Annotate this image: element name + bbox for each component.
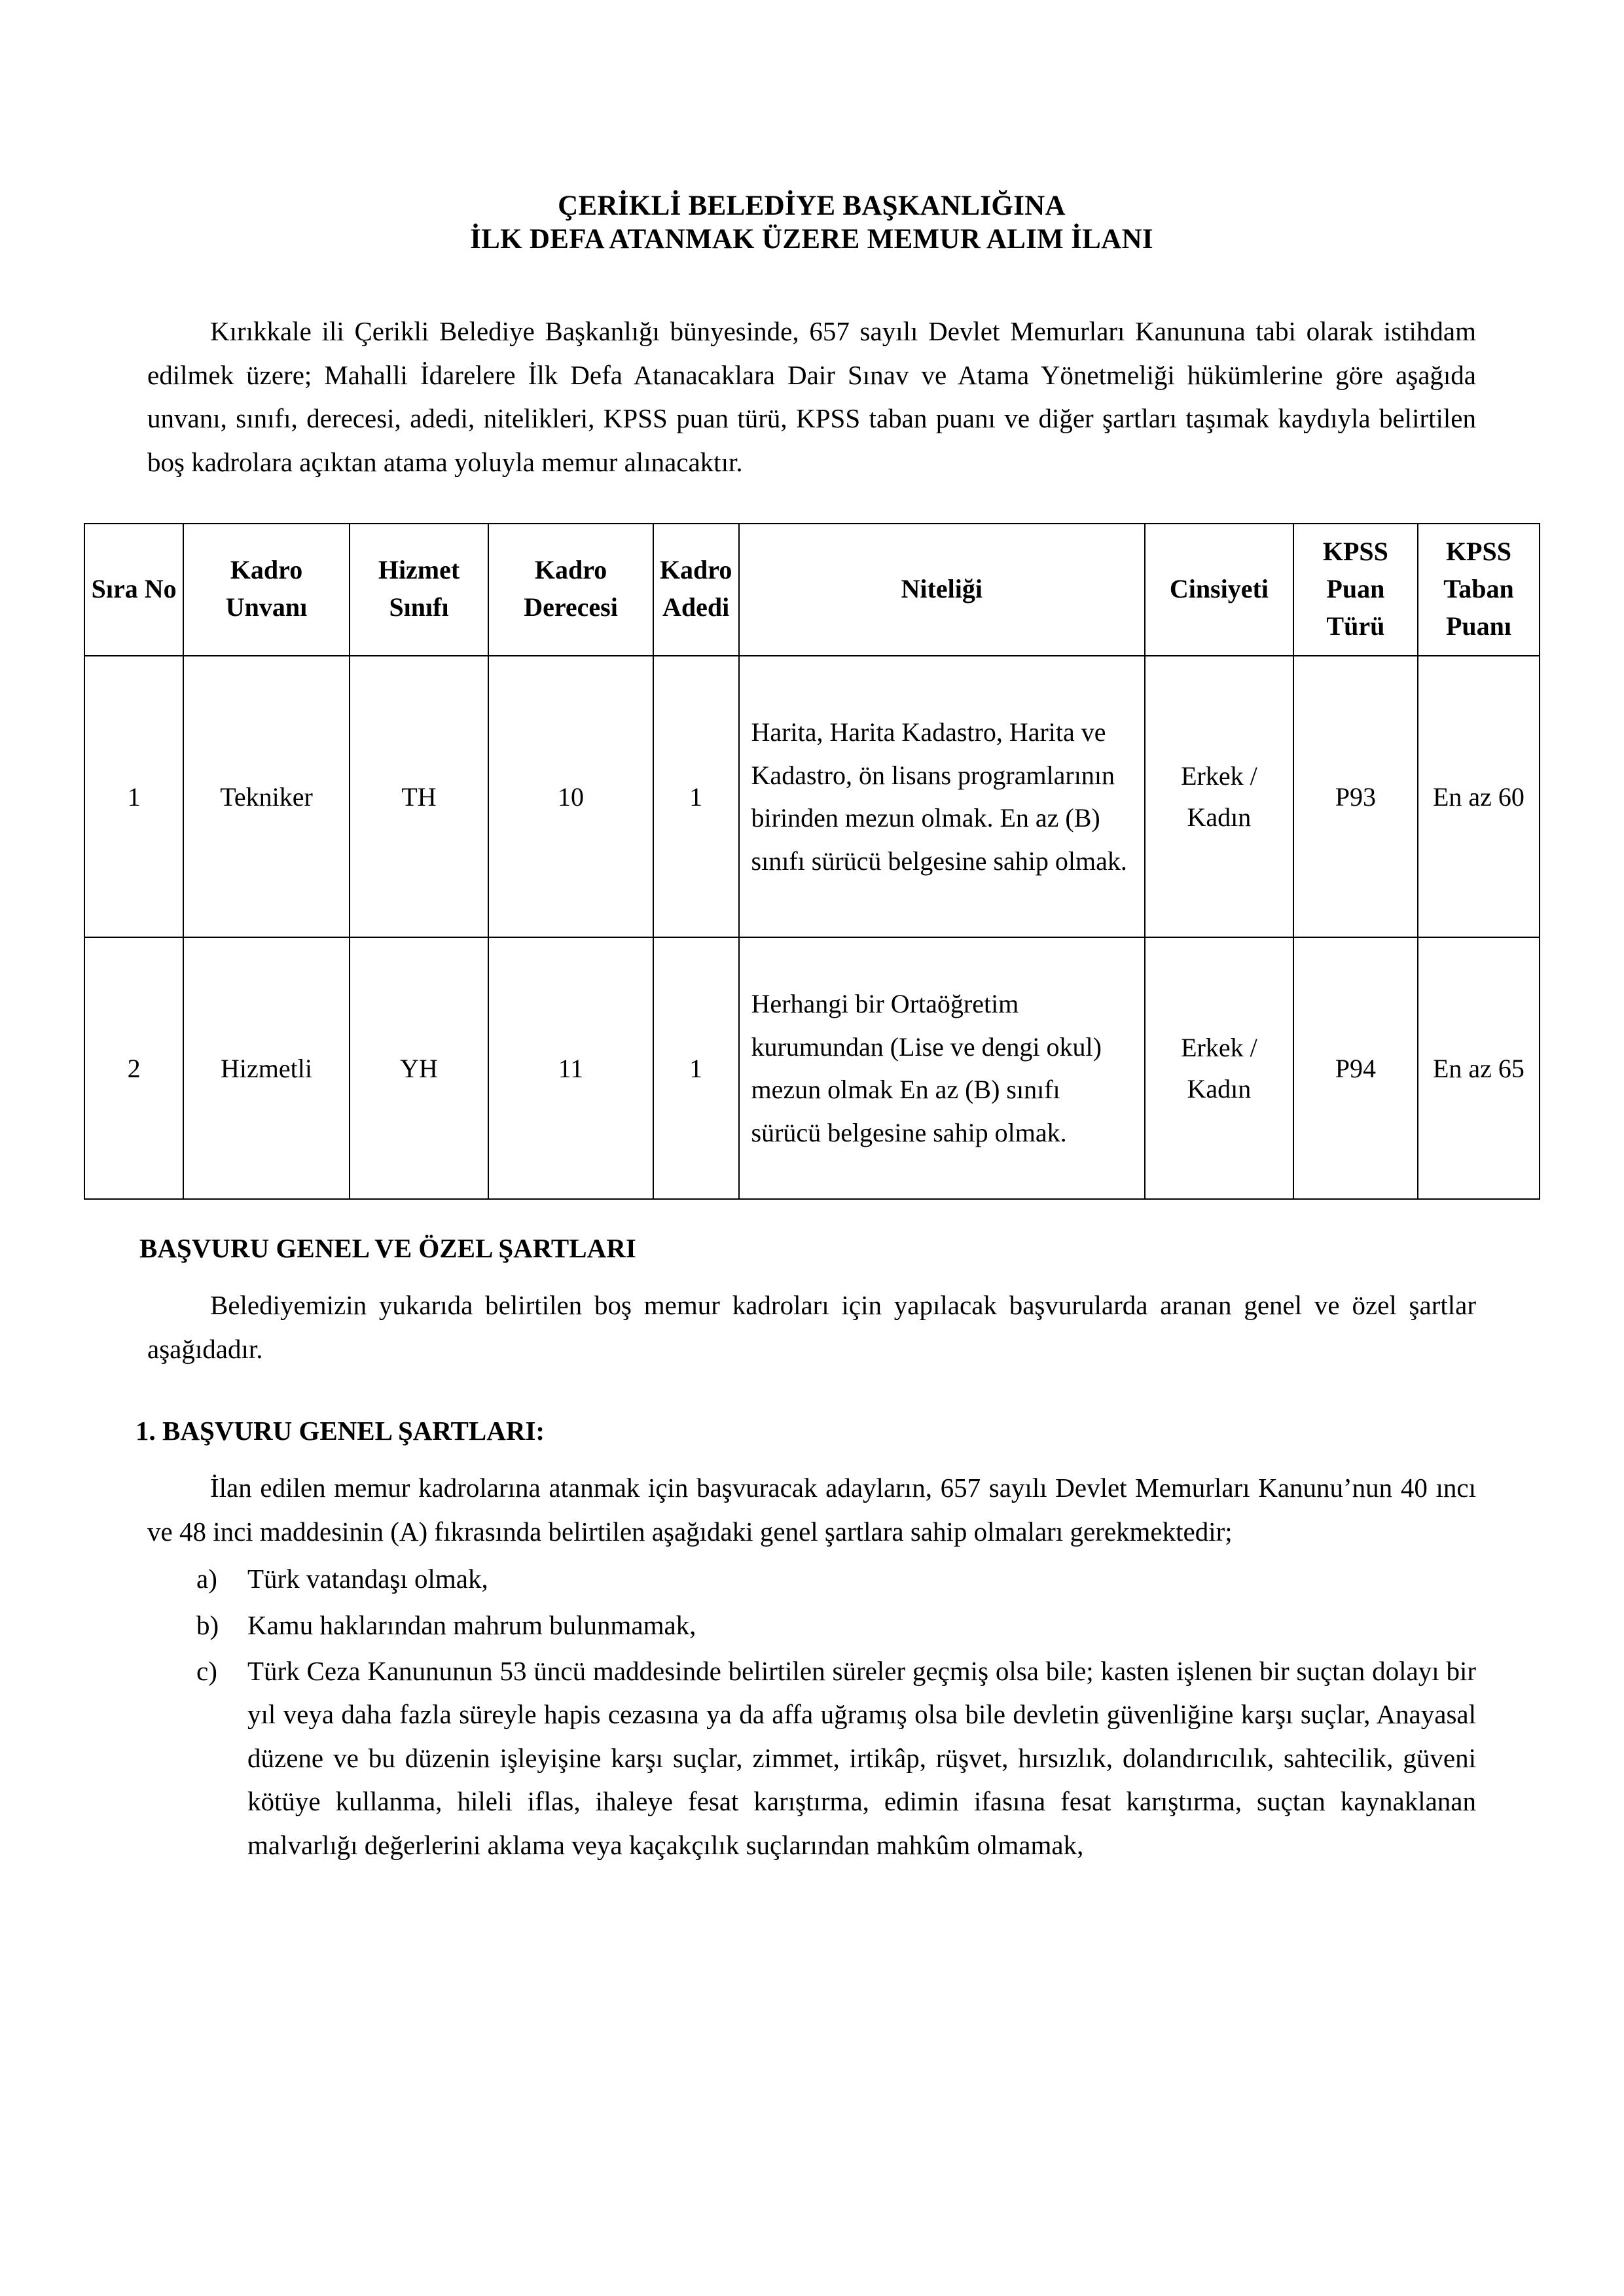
- cell-hizmet-sinifi: YH: [350, 937, 489, 1199]
- cell-sira-no: 1: [84, 656, 183, 937]
- table-row: [84, 937, 1540, 1199]
- column-header-kpss-puan-turu: KPSS Puan Türü: [1293, 524, 1418, 656]
- list-item-text: Türk Ceza Kanununun 53 üncü maddesinde belirtilen süreler geçmiş olsa bile; kasten işlenen bir suçtan dolayı bir yıl veya daha fazla süreyle hapis cezasına ya da affa uğramış olsa bile devletin güvenliğine karşı suçlar, Anayasal düzene ve bu düzenin işleyişine karşı suçlar, zimmet, irtikâp, rüşvet, hırsızlık, dolandırıcılık, sahtecilik, güveni kötüye kullanma, hileli iflas, ihaleye fesat karıştırma, edimin ifasına fesat karıştırma, suçtan kaynaklanan malvarlığı değerlerini aklama veya kaçakçılık suçlarından mahkûm olmamak,: [247, 1655, 1476, 1860]
- column-header-kadro-adedi: Kadro Adedi: [653, 524, 739, 656]
- list-item-text: Türk vatandaşı olmak,: [247, 1564, 488, 1594]
- kadro-table: [84, 523, 1540, 1200]
- section-heading-basvuru-sartlari: BAŞVURU GENEL VE ÖZEL ŞARTLARI: [139, 1233, 636, 1264]
- cell-cinsiyeti: Erkek / Kadın: [1145, 656, 1293, 937]
- list-item: [147, 1557, 1476, 1600]
- cell-kpss-puan-turu: P93: [1293, 656, 1418, 937]
- column-header-hizmet-sinifi: Hizmet Sınıfı: [350, 524, 489, 656]
- cell-kadro-derecesi: 11: [488, 937, 653, 1199]
- list-item: [147, 1604, 1476, 1647]
- page-title-line-2: İLK DEFA ATANMAK ÜZERE MEMUR ALIM İLANI: [470, 223, 1153, 255]
- page-title: [147, 0, 1476, 256]
- cell-cinsiyeti: Erkek / Kadın: [1145, 937, 1293, 1199]
- cell-kpss-taban-puani: En az 60: [1418, 656, 1540, 937]
- table-header: [84, 524, 1540, 656]
- cell-kadro-unvani: Tekniker: [183, 656, 349, 937]
- cell-niteligi: Harita, Harita Kadastro, Harita ve Kadastro, ön lisans programlarının birinden mezun olmak. En az (B) sınıfı sürücü belgesine sahip olmak.: [739, 656, 1145, 937]
- column-header-cinsiyeti: Cinsiyeti: [1145, 524, 1293, 656]
- genel-sartlari-paragraph: İlan edilen memur kadrolarına atanmak için başvuracak adayların, 657 sayılı Devlet Memurları Kanunu’nun 40 ıncı ve 48 inci maddesinin (A) fıkrasında belirtilen aşağıdaki genel şartlara sahip olmaları gerekmektedir;: [147, 1473, 1476, 1547]
- document-content: [91, 0, 1525, 1867]
- column-header-niteligi: Niteliği: [739, 524, 1145, 656]
- genel-sartlar-list: [147, 1557, 1476, 1867]
- intro-paragraph: Kırıkkale ili Çerikli Belediye Başkanlığı bünyesinde, 657 sayılı Devlet Memurları Kanununa tabi olarak istihdam edilmek üzere; Mahalli İdarelere İlk Defa Atanacaklara Dair Sınav ve Atama Yönetmeliği hükümlerine göre aşağıda unvanı, sınıfı, derecesi, adedi, nitelikleri, KPSS puan türü, KPSS taban puanı ve diğer şartları taşımak kaydıyla belirtilen boş kadrolara açıktan atama yoluyla memur alınacaktır.: [147, 316, 1476, 477]
- table-header-row: [84, 524, 1540, 656]
- cell-kadro-unvani: Hizmetli: [183, 937, 349, 1199]
- basvuru-sartlari-paragraph: Belediyemizin yukarıda belirtilen boş memur kadroları için yapılacak başvurularda aranan genel ve özel şartlar aşağıdadır.: [147, 1290, 1476, 1364]
- list-item-marker: b): [196, 1609, 219, 1640]
- cell-kadro-adedi: 1: [653, 937, 739, 1199]
- cell-kadro-derecesi: 10: [488, 656, 653, 937]
- cell-kpss-puan-turu: P94: [1293, 937, 1418, 1199]
- page-title-line-1: ÇERİKLİ BELEDİYE BAŞKANLIĞINA: [558, 190, 1066, 221]
- list-item: [147, 1649, 1476, 1867]
- table-row: [84, 656, 1540, 937]
- section-heading-genel-sartlari: 1. BAŞVURU GENEL ŞARTLARI:: [135, 1416, 545, 1446]
- cell-sira-no: 2: [84, 937, 183, 1199]
- column-header-kpss-taban-puani: KPSS Taban Puanı: [1418, 524, 1540, 656]
- table-body: [84, 656, 1540, 1199]
- cell-kadro-adedi: 1: [653, 656, 739, 937]
- list-item-marker: a): [196, 1564, 217, 1594]
- list-item-marker: c): [196, 1655, 217, 1686]
- column-header-kadro-derecesi: Kadro Derecesi: [488, 524, 653, 656]
- cell-hizmet-sinifi: TH: [350, 656, 489, 937]
- list-item-text: Kamu haklarından mahrum bulunmamak,: [247, 1609, 696, 1640]
- cell-niteligi: Herhangi bir Ortaöğretim kurumundan (Lise ve dengi okul) mezun olmak En az (B) sınıfı sürücü belgesine sahip olmak.: [739, 937, 1145, 1199]
- column-header-kadro-unvani: Kadro Unvanı: [183, 524, 349, 656]
- column-header-sira-no: Sıra No: [84, 524, 183, 656]
- cell-kpss-taban-puani: En az 65: [1418, 937, 1540, 1199]
